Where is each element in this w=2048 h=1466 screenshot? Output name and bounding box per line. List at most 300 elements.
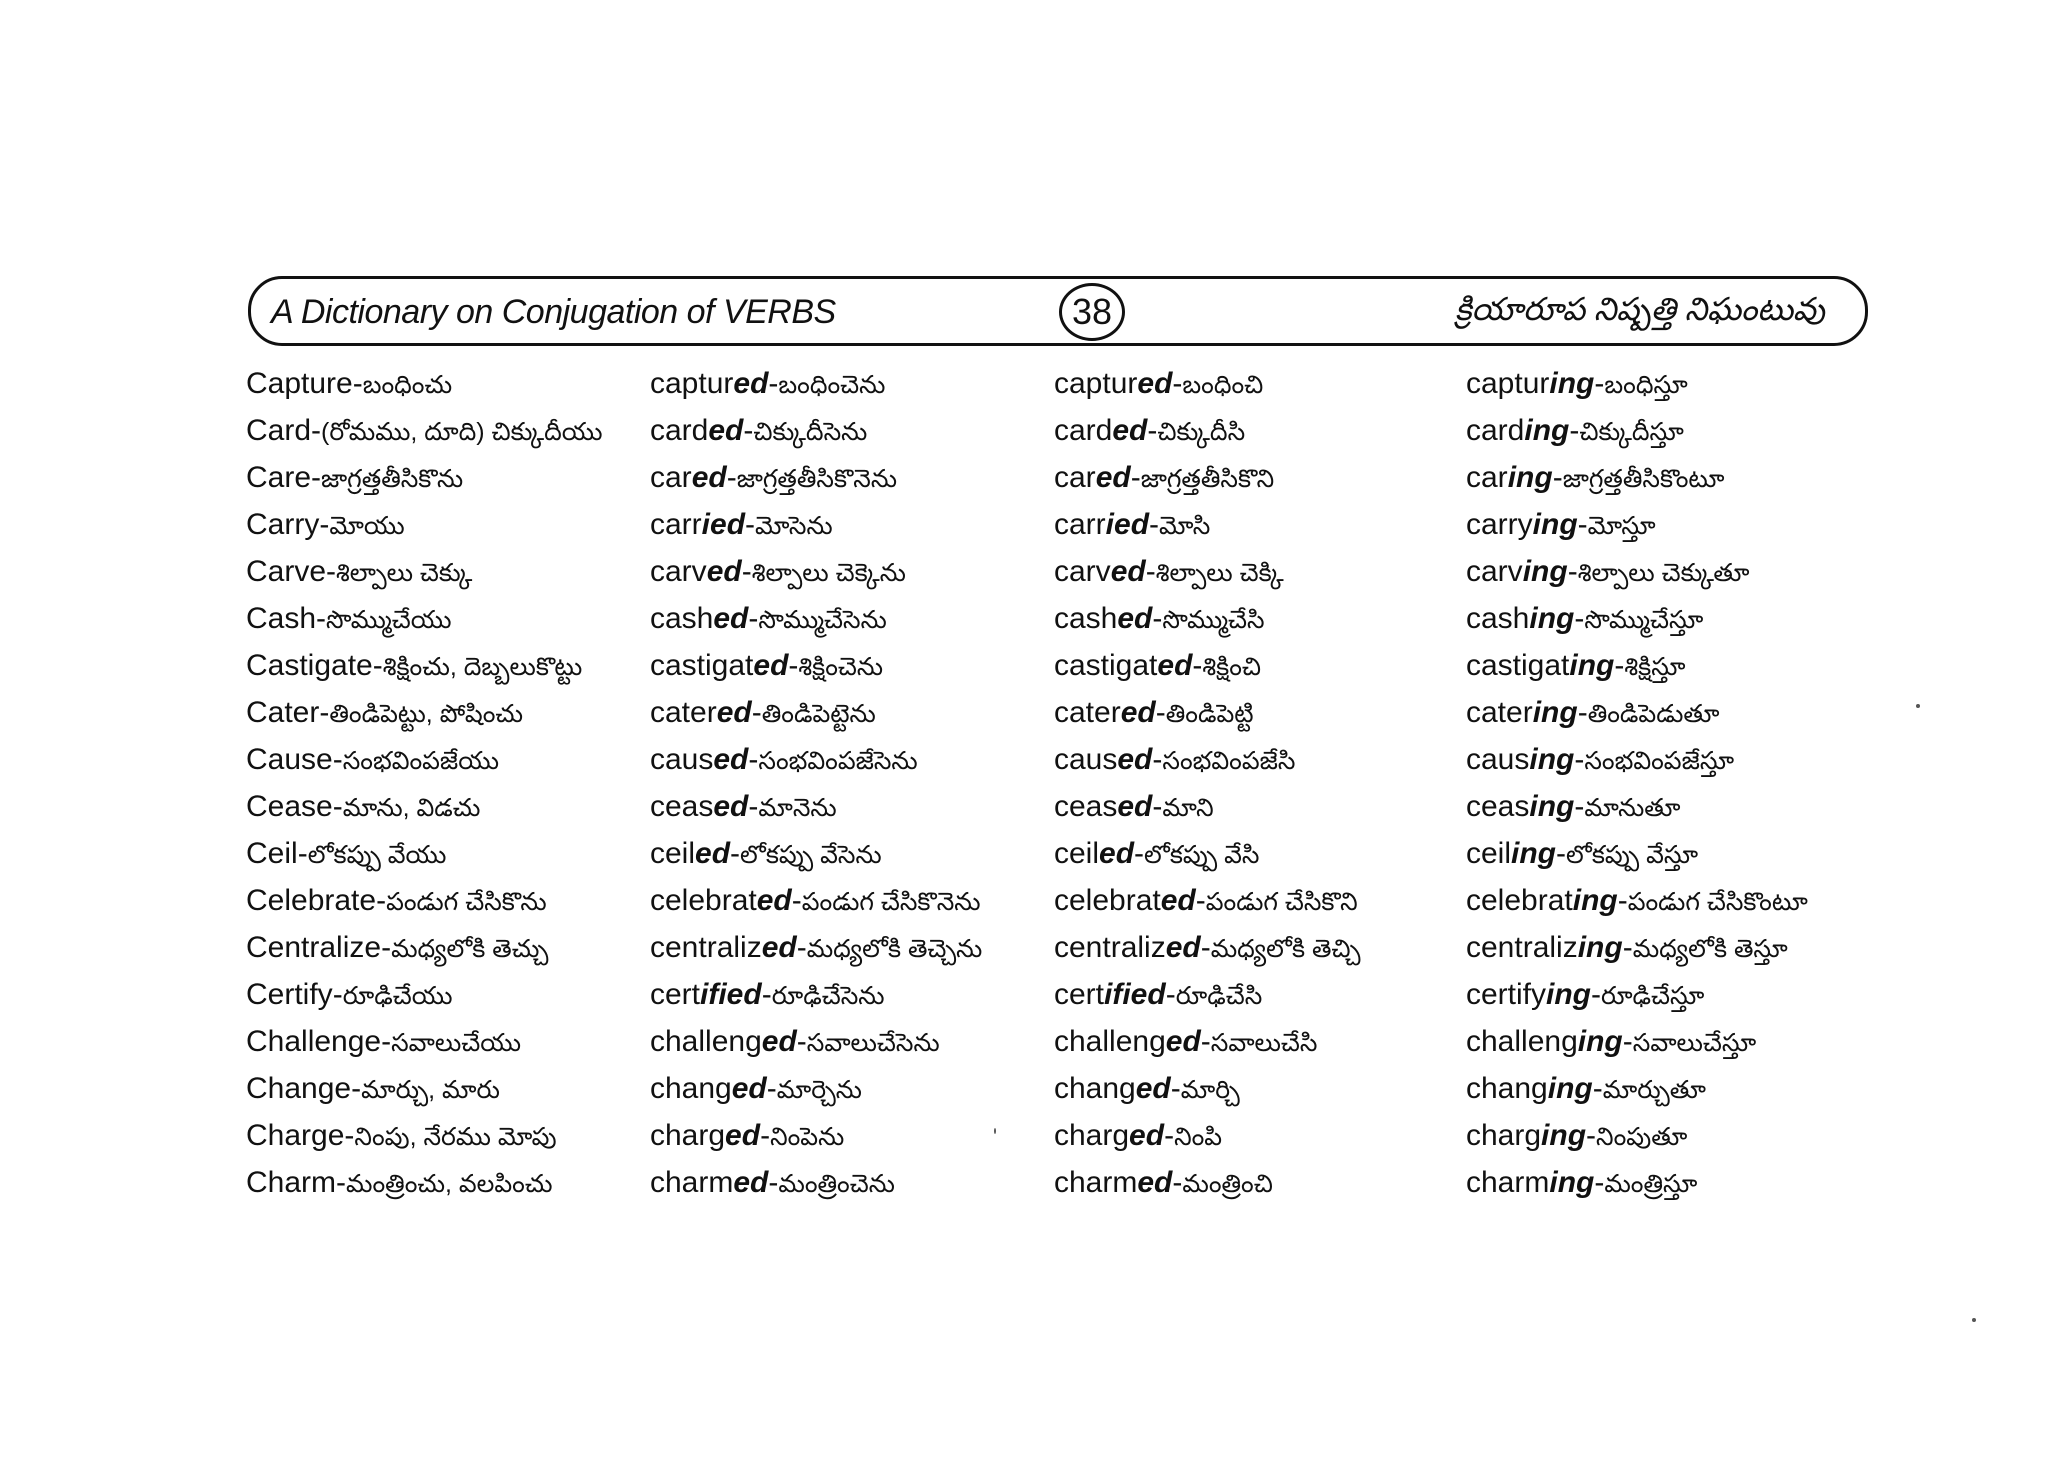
present-participle-cell — [1466, 599, 1703, 640]
english-word: carry — [1466, 508, 1533, 541]
english-word: carr — [1054, 508, 1106, 541]
telugu-meaning: మోసి — [1159, 512, 1211, 540]
verb-suffix: ed — [1112, 414, 1148, 447]
verb-suffix: ed — [1165, 1025, 1201, 1058]
present-participle-cell — [1466, 975, 1704, 1016]
past-tense-cell — [650, 787, 837, 828]
base-form-cell — [246, 411, 603, 452]
separator: - — [351, 1072, 362, 1105]
separator: - — [1152, 743, 1163, 776]
english-word: Castigate — [246, 649, 373, 682]
past-participle-cell — [1054, 1069, 1240, 1110]
separator: - — [1152, 602, 1163, 635]
separator: - — [1569, 414, 1580, 447]
english-word: charm — [1466, 1166, 1550, 1199]
present-participle-cell — [1466, 458, 1724, 499]
table-row — [246, 505, 1886, 552]
past-tense-cell — [650, 552, 906, 593]
english-word: castigat — [1466, 649, 1570, 682]
telugu-meaning: సంభవింపజేసి — [1162, 747, 1296, 775]
base-form-cell — [246, 881, 547, 922]
verb-suffix: ed — [1165, 931, 1201, 964]
separator: - — [768, 1166, 779, 1199]
english-word: Charm — [246, 1166, 337, 1199]
english-word: Celebrate — [246, 884, 377, 917]
telugu-meaning: మధ్యలోకి తెచ్చెను — [806, 935, 983, 963]
verb-suffix: ed — [1157, 649, 1193, 682]
separator: - — [1574, 602, 1585, 635]
english-word: Change — [246, 1072, 352, 1105]
telugu-meaning: లోకప్పు వేసెను — [740, 841, 882, 869]
verb-suffix: ed — [753, 649, 789, 682]
past-tense-cell — [650, 411, 867, 452]
present-participle-cell — [1466, 881, 1808, 922]
telugu-meaning: నింపెను — [770, 1123, 845, 1151]
telugu-meaning: మోసెను — [755, 512, 833, 540]
verb-suffix: ed — [733, 1166, 769, 1199]
english-word: Carve — [246, 555, 327, 588]
past-participle-cell — [1054, 646, 1261, 687]
english-word: ceil — [650, 837, 696, 870]
english-word: chang — [650, 1072, 732, 1105]
separator: - — [726, 461, 737, 494]
separator: - — [1594, 1166, 1605, 1199]
base-form-cell — [246, 1022, 521, 1063]
separator: - — [743, 414, 754, 447]
past-tense-cell — [650, 693, 876, 734]
verb-suffix: ing — [1577, 931, 1623, 964]
english-word: ceas — [1466, 790, 1530, 823]
verb-suffix: ing — [1549, 367, 1595, 400]
english-word: Card — [246, 414, 312, 447]
telugu-meaning: నింపు, నేరము మోపు — [354, 1123, 557, 1151]
english-word: cert — [1054, 978, 1105, 1011]
past-tense-cell — [650, 646, 883, 687]
base-form-cell — [246, 1163, 553, 1204]
telugu-meaning: మార్చు, మారు — [361, 1076, 500, 1104]
english-word: Cash — [246, 602, 317, 635]
english-word: celebrat — [1054, 884, 1161, 917]
scan-speck — [1916, 704, 1920, 708]
telugu-meaning: చిక్కుదీస్తూ — [1579, 418, 1684, 446]
telugu-meaning: మార్చి — [1180, 1076, 1240, 1104]
separator: - — [760, 1119, 771, 1152]
telugu-meaning: సంభవింపజేసెను — [758, 747, 918, 775]
past-participle-cell — [1054, 1163, 1273, 1204]
english-word: chang — [1466, 1072, 1548, 1105]
english-word: charg — [1054, 1119, 1130, 1152]
table-row — [246, 646, 1886, 693]
separator: - — [1556, 837, 1567, 870]
present-participle-cell — [1466, 693, 1720, 734]
telugu-meaning: మంత్రించెను — [778, 1170, 895, 1198]
separator: - — [297, 837, 308, 870]
separator: - — [332, 978, 343, 1011]
english-word: certify — [1466, 978, 1547, 1011]
english-word: Care — [246, 461, 312, 494]
verb-suffix: ed — [1117, 790, 1153, 823]
telugu-meaning: లోకప్పు వేస్తూ — [1566, 841, 1699, 869]
telugu-meaning: శిల్పాలు చెక్కెను — [751, 559, 906, 587]
english-word: charm — [650, 1166, 734, 1199]
base-form-cell — [246, 928, 548, 969]
separator: - — [751, 696, 762, 729]
telugu-meaning: శిల్పాలు చెక్కుతూ — [1577, 559, 1750, 587]
telugu-meaning: సవాలుచేసెను — [806, 1029, 940, 1057]
verb-suffix: ing — [1524, 414, 1570, 447]
table-row — [246, 834, 1886, 881]
verb-suffix: ed — [1117, 743, 1153, 776]
verb-suffix: ed — [716, 696, 752, 729]
scan-speck — [994, 1128, 996, 1134]
english-word: challeng — [1466, 1025, 1578, 1058]
english-word: Ceil — [246, 837, 298, 870]
english-word: centraliz — [1466, 931, 1578, 964]
past-participle-cell — [1054, 364, 1263, 405]
present-participle-cell — [1466, 787, 1680, 828]
separator: - — [1172, 367, 1183, 400]
separator: - — [768, 367, 779, 400]
separator: - — [766, 1072, 777, 1105]
telugu-meaning: శిక్షించెను — [798, 653, 884, 681]
verb-suffix: ed — [708, 414, 744, 447]
separator: - — [332, 743, 343, 776]
verb-suffix: ing — [1547, 1072, 1593, 1105]
present-participle-cell — [1466, 1022, 1756, 1063]
english-word: castigat — [650, 649, 754, 682]
table-row — [246, 693, 1886, 740]
telugu-meaning: తిండిపెట్టెను — [761, 700, 876, 728]
separator: - — [381, 1025, 392, 1058]
verb-suffix: ed — [1137, 1166, 1173, 1199]
verb-suffix: ed — [1129, 1119, 1165, 1152]
separator: - — [332, 790, 343, 823]
verb-suffix: ing — [1549, 1166, 1595, 1199]
telugu-meaning: బంధించెను — [778, 371, 886, 399]
present-participle-cell — [1466, 1163, 1697, 1204]
telugu-meaning: మార్చుతూ — [1602, 1076, 1706, 1104]
base-form-cell — [246, 834, 446, 875]
telugu-book-title: క్రియారూప నిష్పత్తి నిఘంటువు — [1454, 291, 1825, 327]
verb-suffix: ing — [1529, 743, 1575, 776]
telugu-meaning: బంధించి — [1182, 371, 1264, 399]
table-row — [246, 881, 1886, 928]
page-number: 38 — [1059, 283, 1125, 341]
telugu-meaning: సవాలుచేస్తూ — [1632, 1029, 1757, 1057]
past-tense-cell — [650, 928, 982, 969]
verb-suffix: ing — [1507, 461, 1553, 494]
past-tense-cell — [650, 458, 897, 499]
table-row — [246, 787, 1886, 834]
telugu-meaning: పండుగ చేసికొంటూ — [1627, 888, 1808, 916]
english-word: ceil — [1054, 837, 1100, 870]
past-participle-cell — [1054, 505, 1210, 546]
table-row — [246, 1022, 1886, 1069]
english-word: Cater — [246, 696, 320, 729]
base-form-cell — [246, 787, 480, 828]
telugu-meaning: మంత్రించి — [1182, 1170, 1273, 1198]
telugu-meaning: (రోమము, దూది) చిక్కుదీయు — [321, 418, 603, 446]
separator: - — [319, 696, 330, 729]
telugu-meaning: తిండిపెడుతూ — [1587, 700, 1720, 728]
separator: - — [1614, 649, 1625, 682]
verb-suffix: ified — [1104, 978, 1166, 1011]
separator: - — [1152, 790, 1163, 823]
telugu-meaning: మంత్రించు, వలపించు — [346, 1170, 553, 1198]
separator: - — [1567, 555, 1578, 588]
english-word: Cause — [246, 743, 333, 776]
separator: - — [748, 743, 759, 776]
table-row — [246, 740, 1886, 787]
english-word: chang — [1054, 1072, 1136, 1105]
table-row — [246, 552, 1886, 599]
present-participle-cell — [1466, 552, 1749, 593]
english-word: cater — [1466, 696, 1533, 729]
separator: - — [741, 555, 752, 588]
table-row — [246, 928, 1886, 975]
english-word: carr — [650, 508, 702, 541]
english-word: caus — [650, 743, 714, 776]
separator: - — [1592, 1072, 1603, 1105]
past-participle-cell — [1054, 928, 1361, 969]
past-participle-cell — [1054, 552, 1284, 593]
verb-suffix: ing — [1511, 837, 1557, 870]
past-tense-cell — [650, 364, 885, 405]
telugu-meaning: చిక్కుదీసెను — [753, 418, 868, 446]
past-participle-cell — [1054, 599, 1265, 640]
telugu-meaning: మోస్తూ — [1587, 512, 1656, 540]
english-word: cater — [1054, 696, 1121, 729]
telugu-meaning: మాని — [1162, 794, 1214, 822]
telugu-meaning: బంధిస్తూ — [1604, 371, 1688, 399]
telugu-meaning: పండుగ చేసికొను — [386, 888, 547, 916]
separator: - — [1165, 978, 1176, 1011]
separator: - — [1164, 1119, 1175, 1152]
past-tense-cell — [650, 1116, 844, 1157]
separator: - — [745, 508, 756, 541]
verb-suffix: ied — [701, 508, 746, 541]
english-word: celebrat — [1466, 884, 1573, 917]
separator: - — [1200, 1025, 1211, 1058]
base-form-cell — [246, 552, 472, 593]
base-form-cell — [246, 975, 453, 1016]
separator: - — [788, 649, 799, 682]
english-word: centraliz — [1054, 931, 1166, 964]
table-row — [246, 411, 1886, 458]
telugu-meaning: తిండిపెట్టు, పోషించు — [329, 700, 524, 728]
past-tense-cell — [650, 975, 884, 1016]
english-word: carv — [650, 555, 707, 588]
english-word: captur — [650, 367, 734, 400]
telugu-meaning: మధ్యలోకి తెస్తూ — [1632, 935, 1788, 963]
english-word: card — [650, 414, 709, 447]
verb-suffix: ing — [1577, 1025, 1623, 1058]
telugu-meaning: సొమ్ముచేసెను — [758, 606, 887, 634]
english-word: caus — [1054, 743, 1118, 776]
separator: - — [311, 461, 322, 494]
present-participle-cell — [1466, 505, 1656, 546]
verb-suffix: ing — [1522, 555, 1568, 588]
verb-suffix: ing — [1532, 508, 1578, 541]
english-word: cash — [1054, 602, 1118, 635]
verb-suffix: ed — [713, 790, 749, 823]
verb-suffix: ed — [695, 837, 731, 870]
telugu-meaning: చిక్కుదీసి — [1157, 418, 1246, 446]
verb-suffix: ed — [713, 602, 749, 635]
verb-suffix: ed — [733, 367, 769, 400]
present-participle-cell — [1466, 1069, 1706, 1110]
english-word: cash — [1466, 602, 1530, 635]
verb-suffix: ed — [756, 884, 792, 917]
separator: - — [1586, 1119, 1597, 1152]
base-form-cell — [246, 740, 499, 781]
verb-suffix: ed — [1137, 367, 1173, 400]
separator: - — [1147, 414, 1158, 447]
english-word: Charge — [246, 1119, 345, 1152]
base-form-cell — [246, 458, 463, 499]
past-tense-cell — [650, 834, 882, 875]
verb-suffix: ed — [1095, 461, 1131, 494]
english-word: Capture — [246, 367, 353, 400]
verb-suffix: ed — [731, 1072, 767, 1105]
present-participle-cell — [1466, 646, 1685, 687]
past-tense-cell — [650, 505, 833, 546]
telugu-meaning: మంత్రిస్తూ — [1604, 1170, 1698, 1198]
english-word: captur — [1054, 367, 1138, 400]
english-word: caus — [1466, 743, 1530, 776]
separator: - — [748, 790, 759, 823]
telugu-meaning: తిండిపెట్టి — [1165, 700, 1254, 728]
present-participle-cell — [1466, 364, 1688, 405]
base-form-cell — [246, 1069, 500, 1110]
english-word: Challenge — [246, 1025, 382, 1058]
past-participle-cell — [1054, 881, 1358, 922]
verb-suffix: ing — [1532, 696, 1578, 729]
telugu-meaning: రూఢిచేయు — [342, 982, 453, 1010]
scan-speck — [1972, 1318, 1976, 1322]
telugu-meaning: పండుగ చేసికొనెను — [801, 888, 981, 916]
separator: - — [344, 1119, 355, 1152]
verb-suffix: ed — [1110, 555, 1146, 588]
past-tense-cell — [650, 740, 918, 781]
past-tense-cell — [650, 1163, 895, 1204]
telugu-meaning: పండుగ చేసికొని — [1205, 888, 1358, 916]
telugu-meaning: జాగ్రత్తతీసికొంటూ — [1562, 465, 1725, 493]
separator: - — [1574, 743, 1585, 776]
verb-suffix: ing — [1541, 1119, 1587, 1152]
past-tense-cell — [650, 881, 980, 922]
verb-suffix: ed — [691, 461, 727, 494]
telugu-meaning: రూఢిచేసి — [1175, 982, 1263, 1010]
verb-suffix: ing — [1569, 649, 1615, 682]
telugu-meaning: నింపుతూ — [1596, 1123, 1688, 1151]
telugu-meaning: సంభవింపజేయు — [342, 747, 499, 775]
verb-suffix: ed — [761, 1025, 797, 1058]
english-word: card — [1054, 414, 1113, 447]
verb-suffix: ed — [713, 743, 749, 776]
past-tense-cell — [650, 1069, 862, 1110]
english-word: charg — [1466, 1119, 1542, 1152]
telugu-meaning: శిక్షించు, దెబ్బలుకొట్టు — [382, 653, 583, 681]
base-form-cell — [246, 693, 523, 734]
telugu-meaning: మధ్యలోకి తెచ్చు — [391, 935, 549, 963]
telugu-meaning: జాగ్రత్తతీసికొనెను — [736, 465, 898, 493]
present-participle-cell — [1466, 834, 1698, 875]
telugu-meaning: జాగ్రత్తతీసికొను — [321, 465, 464, 493]
english-word: carv — [1466, 555, 1523, 588]
separator: - — [336, 1166, 347, 1199]
english-word: captur — [1466, 367, 1550, 400]
separator: - — [1195, 884, 1206, 917]
telugu-meaning: సొమ్ముచేసి — [1162, 606, 1265, 634]
telugu-meaning: శిల్పాలు చెక్కు — [336, 559, 473, 587]
english-word: carv — [1054, 555, 1111, 588]
book-title: A Dictionary on Conjugation of VERBS — [271, 293, 836, 331]
separator: - — [326, 555, 337, 588]
table-row — [246, 1069, 1886, 1116]
english-word: car — [650, 461, 692, 494]
separator: - — [761, 978, 772, 1011]
english-word: challeng — [650, 1025, 762, 1058]
telugu-meaning: సవాలుచేయు — [391, 1029, 522, 1057]
english-word: charm — [1054, 1166, 1138, 1199]
verb-suffix: ed — [1120, 696, 1156, 729]
english-word: ceil — [1466, 837, 1512, 870]
verb-suffix: ed — [1135, 1072, 1171, 1105]
english-word: centraliz — [650, 931, 762, 964]
english-word: charg — [650, 1119, 726, 1152]
english-word: card — [1466, 414, 1525, 447]
past-participle-cell — [1054, 411, 1245, 452]
separator: - — [1617, 884, 1628, 917]
table-row — [246, 599, 1886, 646]
conjugation-table — [246, 364, 1886, 1210]
separator: - — [376, 884, 387, 917]
verb-suffix: ed — [761, 931, 797, 964]
telugu-meaning: నింపి — [1174, 1123, 1223, 1151]
separator: - — [1155, 696, 1166, 729]
telugu-meaning: మానెను — [758, 794, 837, 822]
english-word: car — [1466, 461, 1508, 494]
telugu-meaning: సొమ్ముచేయు — [326, 606, 452, 634]
telugu-meaning: జాగ్రత్తతీసికొని — [1140, 465, 1275, 493]
table-row — [246, 1116, 1886, 1163]
english-word: cert — [650, 978, 701, 1011]
separator: - — [381, 931, 392, 964]
telugu-meaning: శిక్షించి — [1202, 653, 1262, 681]
base-form-cell — [246, 1116, 557, 1157]
table-row — [246, 1163, 1886, 1210]
separator: - — [1130, 461, 1141, 494]
separator: - — [1192, 649, 1203, 682]
separator: - — [1145, 555, 1156, 588]
present-participle-cell — [1466, 928, 1788, 969]
english-word: Cease — [246, 790, 333, 823]
separator: - — [352, 367, 363, 400]
telugu-meaning: మాను, విడచు — [342, 794, 481, 822]
english-word: Certify — [246, 978, 333, 1011]
verb-suffix: ed — [706, 555, 742, 588]
table-row — [246, 975, 1886, 1022]
past-tense-cell — [650, 599, 887, 640]
english-word: ceas — [650, 790, 714, 823]
telugu-meaning: లోకప్పు వేయు — [307, 841, 447, 869]
telugu-meaning: రూఢిచేస్తూ — [1601, 982, 1705, 1010]
base-form-cell — [246, 646, 582, 687]
telugu-meaning: రూఢిచేసెను — [771, 982, 885, 1010]
separator: - — [311, 414, 322, 447]
separator: - — [1200, 931, 1211, 964]
